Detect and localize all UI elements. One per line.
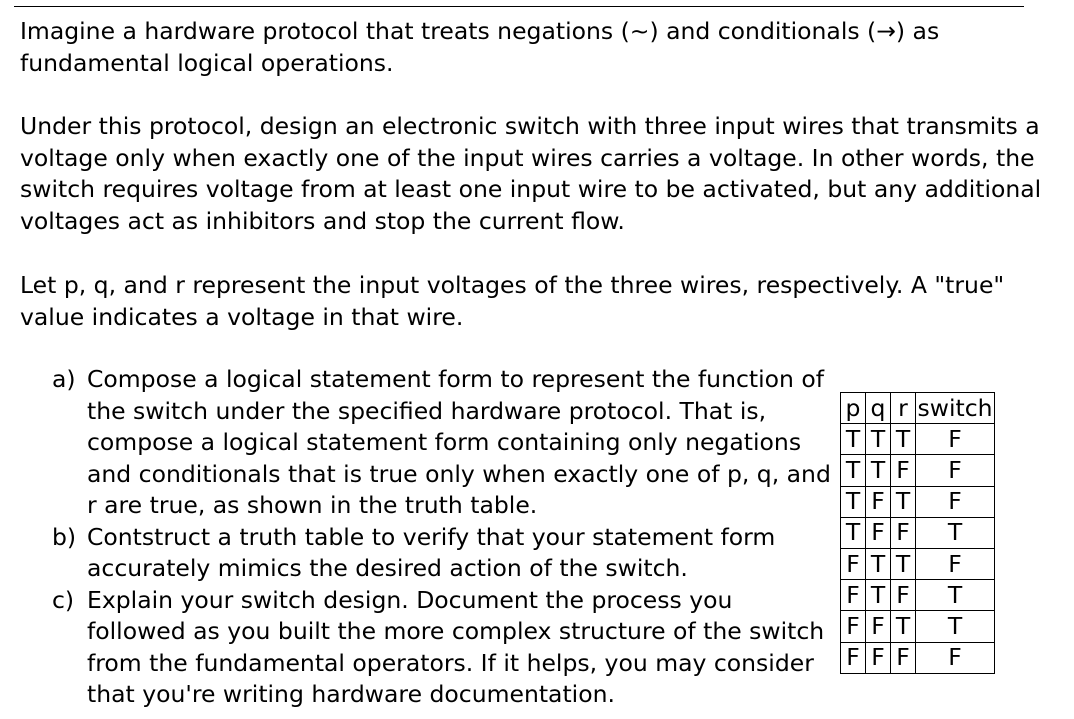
variables-line: value indicates a voltage in that wire. (20, 302, 464, 331)
task-marker: b) (52, 522, 77, 551)
task-marker: a) (52, 365, 76, 393)
header-cell-q: q (866, 393, 891, 424)
design-line: voltage only when exactly one of the input wires carries a voltage. In other words, the (20, 143, 1035, 172)
cell-r: F (891, 455, 916, 486)
variables-line: Let p, q, and r represent the input voltages of the three wires, respectively. A "true" (20, 271, 1005, 299)
cell-q: T (866, 580, 891, 611)
design-line: switch requires voltage from at least one input wire to be activated, but any additional (20, 175, 1042, 203)
cell-switch: F (916, 455, 995, 486)
cell-q: F (866, 486, 891, 517)
task-line: the switch under the specified hardware protocol. That is, (87, 396, 767, 425)
cell-r: T (891, 611, 916, 642)
truth-table-header-row (841, 393, 995, 424)
cell-switch: F (916, 424, 995, 455)
design-paragraph (20, 111, 1041, 237)
truth-table-row (841, 611, 995, 642)
task-list (52, 364, 831, 711)
truth-table (840, 392, 995, 674)
truth-table-row (841, 548, 995, 579)
cell-r: T (891, 424, 916, 455)
cell-q: F (866, 517, 891, 548)
truth-table-row (841, 517, 995, 548)
cell-switch: T (916, 611, 995, 642)
header-cell-r: r (891, 393, 916, 424)
cell-q: F (866, 642, 891, 673)
cell-p: T (841, 517, 866, 548)
cell-switch: T (916, 580, 995, 611)
task-item-a (52, 364, 831, 522)
cell-p: T (841, 424, 866, 455)
cell-p: F (841, 611, 866, 642)
cell-p: F (841, 548, 866, 579)
cell-switch: T (916, 517, 995, 548)
intro-line: fundamental logical operations. (20, 48, 394, 77)
task-line: followed as you built the more complex structure of the switch (87, 617, 825, 645)
truth-table-row (841, 424, 995, 455)
task-line: Explain your switch design. Document the process you (87, 585, 733, 614)
cell-switch: F (916, 548, 995, 579)
task-line: and conditionals that is true only when exactly one of p, q, and (87, 459, 831, 488)
design-line: Under this protocol, design an electronic switch with three input wires that transmits a (20, 112, 1040, 140)
truth-table-row (841, 486, 995, 517)
cell-r: F (891, 580, 916, 611)
task-line: from the fundamental operators. If it helps, you may consider (87, 648, 814, 677)
task-line: r are true, as shown in the truth table. (87, 491, 538, 519)
variables-paragraph (20, 270, 1004, 333)
header-cell-switch: switch (916, 393, 995, 424)
task-line: that you're writing hardware documentation. (87, 680, 615, 708)
truth-table-row (841, 642, 995, 673)
task-marker: c) (52, 585, 75, 614)
task-line: Contstruct a truth table to verify that your statement form (87, 522, 776, 551)
truth-table-row (841, 455, 995, 486)
header-cell-p: p (841, 393, 866, 424)
cell-switch: F (916, 642, 995, 673)
intro-line: Imagine a hardware protocol that treats negations (~) and conditionals (→) as (20, 17, 940, 45)
task-item-c (52, 585, 831, 711)
cell-switch: F (916, 486, 995, 517)
cell-r: T (891, 548, 916, 579)
task-line: accurately mimics the desired action of the switch. (87, 554, 688, 582)
cell-r: F (891, 517, 916, 548)
truth-table-row (841, 580, 995, 611)
task-item-b (52, 522, 831, 585)
cell-p: T (841, 455, 866, 486)
cell-r: F (891, 642, 916, 673)
cell-q: F (866, 611, 891, 642)
design-line: voltages act as inhibitors and stop the current flow. (20, 206, 625, 235)
task-line: compose a logical statement form containing only negations (87, 428, 802, 456)
cell-p: F (841, 642, 866, 673)
task-line: Compose a logical statement form to represent the function of (87, 365, 825, 393)
cell-q: T (866, 548, 891, 579)
intro-paragraph (20, 16, 939, 79)
cell-q: T (866, 424, 891, 455)
cell-p: F (841, 580, 866, 611)
cell-q: T (866, 455, 891, 486)
cell-r: T (891, 486, 916, 517)
cell-p: T (841, 486, 866, 517)
top-rule (14, 6, 1024, 7)
